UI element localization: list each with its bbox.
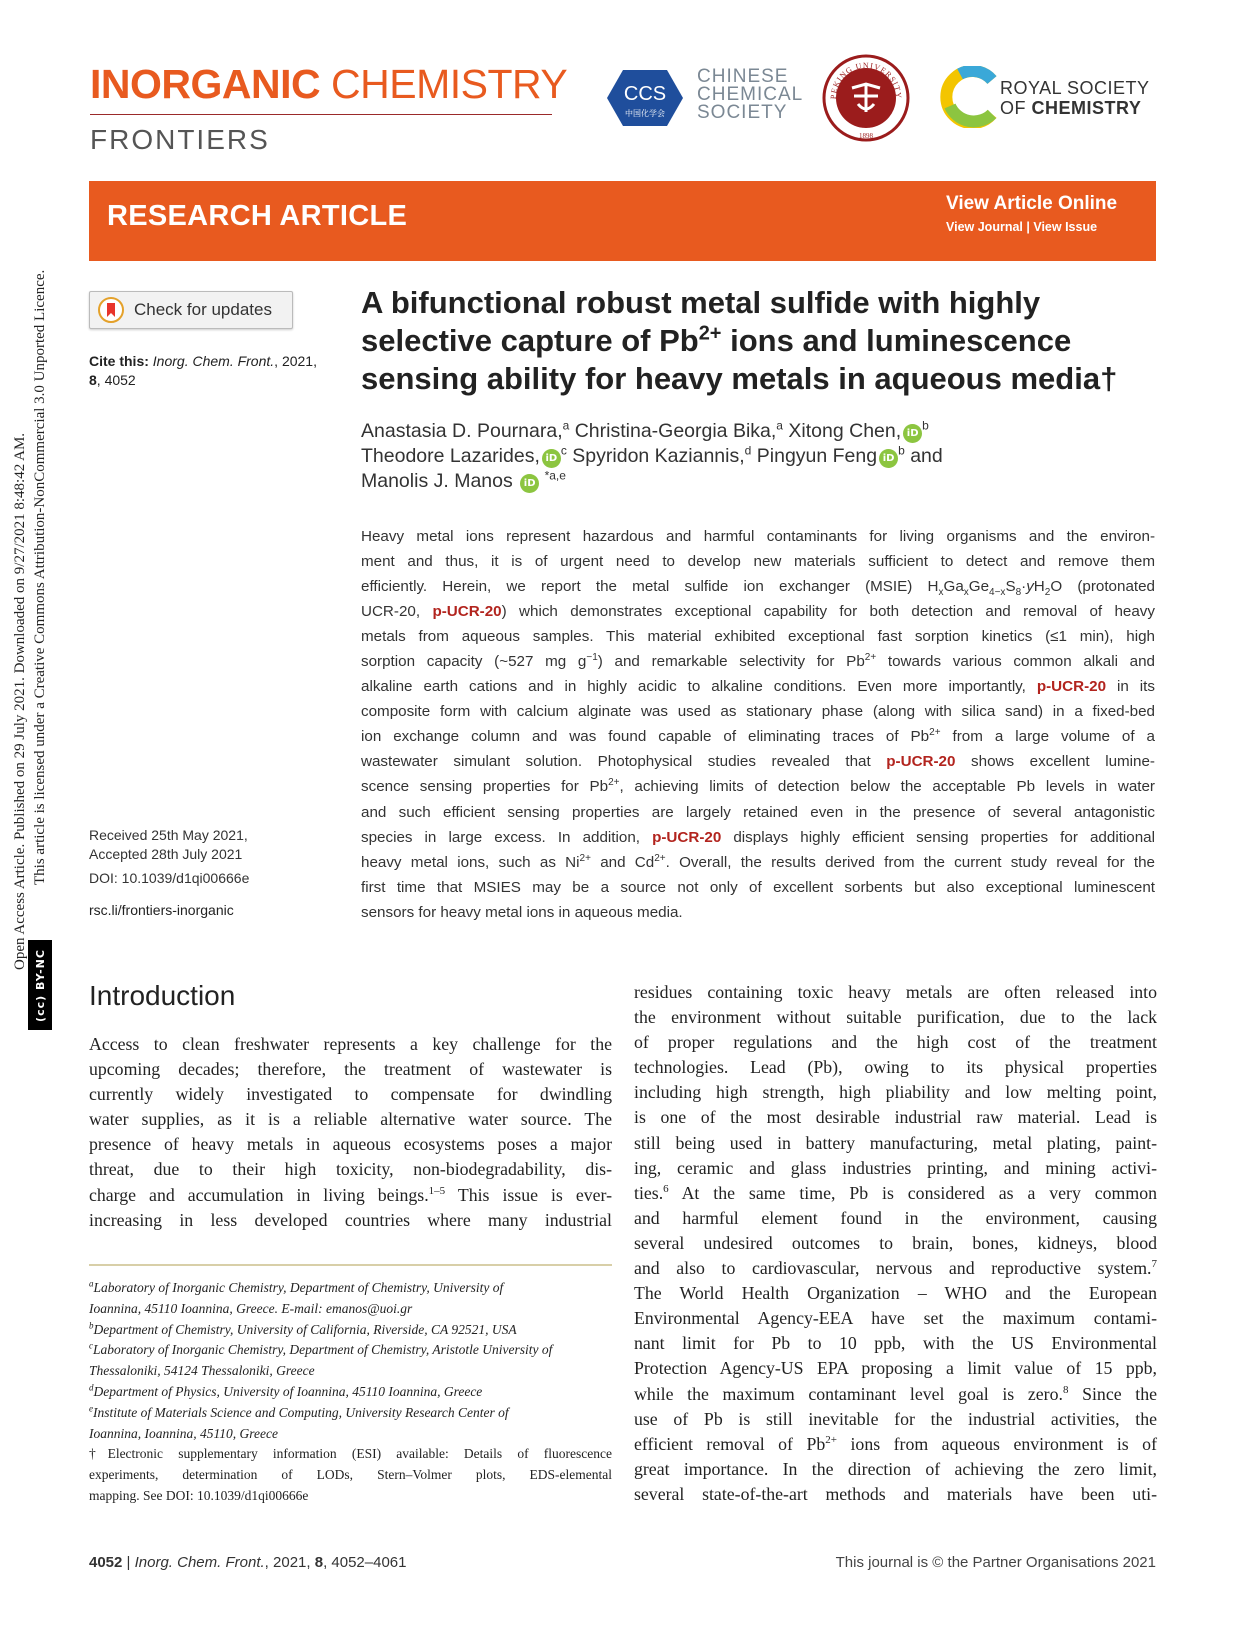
footer-pages: , 4052–4061 bbox=[323, 1554, 407, 1571]
title-line bbox=[361, 322, 1161, 360]
citation-ref[interactable]: 6 bbox=[663, 1182, 669, 1195]
body-line: use of Pb is still inevitable for the industrial activities, the bbox=[634, 1408, 1157, 1429]
title-text: ions and luminescence bbox=[721, 323, 1072, 358]
view-issue-link[interactable]: View Issue bbox=[1033, 220, 1098, 234]
abstract-text: sorption capacity (~527 mg g bbox=[361, 653, 587, 671]
sub: x bbox=[963, 587, 969, 599]
cite-journal: Inorg. Chem. Front. bbox=[152, 353, 275, 369]
cc-badge-label: (cc) BY-NC bbox=[33, 948, 47, 1022]
citation-ref[interactable]: 8 bbox=[1062, 1383, 1069, 1396]
affil-mark: a bbox=[89, 1278, 94, 1289]
author: Spyridon Kaziannis, bbox=[566, 445, 745, 467]
footnote-text: Department of Chemistry, University of California, Riverside, CA 92521, USA bbox=[93, 1321, 517, 1337]
abstract-text: from a large volume of a bbox=[940, 728, 1156, 746]
ccs-logo-icon bbox=[605, 68, 685, 128]
rsc-name-line1: ROYAL SOCIETY bbox=[1000, 78, 1150, 98]
ccs-logo-cn: 中国化学会 bbox=[625, 109, 665, 118]
journal-link[interactable]: rsc.li/frontiers-inorganic bbox=[89, 902, 234, 918]
affil-mark: b bbox=[898, 443, 905, 458]
abstract-text: . Overall, the results derived from the current study reveal for the bbox=[665, 853, 1156, 871]
author-line bbox=[361, 469, 1161, 494]
affil-mark: c bbox=[89, 1340, 93, 1351]
orcid-icon[interactable]: iD bbox=[542, 449, 561, 468]
abstract-line: first time that MSIES may be a source not only of excellent sorbents but also exceptional luminescent bbox=[361, 878, 1155, 896]
ccs-name-line: SOCIETY bbox=[697, 102, 788, 123]
author: Theodore Lazarides, bbox=[361, 445, 540, 467]
cite-year: , 2021, bbox=[274, 353, 317, 369]
orcid-icon[interactable]: iD bbox=[879, 449, 898, 468]
body-line: Access to clean freshwater represents a key challenge for the bbox=[89, 1034, 612, 1054]
author: Xitong Chen, bbox=[782, 420, 902, 442]
esi-note: †Electronic supplementary information (ESI) available: Details of fluorescence bbox=[89, 1446, 612, 1462]
abstract-text: UCR-20, bbox=[361, 603, 433, 621]
cc-license-badge[interactable] bbox=[28, 940, 52, 1030]
article-title bbox=[361, 284, 1161, 398]
abstract-line: composite form with calcium alginate was used as stationary phase (along with silica sand) in a fixed-bed bbox=[361, 703, 1155, 721]
abstract-line bbox=[361, 649, 1155, 674]
abstract-line bbox=[361, 749, 1155, 774]
body-line: nant limit for Pb to 10 ppb, with the US Environmental bbox=[634, 1333, 1157, 1354]
body-line: currently widely investigated to compensate for dwindling bbox=[89, 1084, 612, 1105]
footnote-line bbox=[89, 1278, 612, 1299]
view-article-online-link[interactable]: View Article Online bbox=[946, 193, 1118, 214]
section-heading: Introduction bbox=[89, 980, 236, 1011]
footnote-line bbox=[89, 1403, 612, 1424]
footnote-text: Institute of Materials Science and Computing, University Research Center of bbox=[93, 1404, 509, 1420]
title-line: A bifunctional robust metal sulfide with highly bbox=[361, 285, 1041, 320]
abstract-text: · bbox=[1021, 578, 1027, 596]
sup: −1 bbox=[586, 652, 598, 664]
rsc-name-line2 bbox=[1000, 98, 1150, 118]
banner-link-separator: | bbox=[1022, 220, 1034, 234]
article-type: RESEARCH ARTICLE bbox=[107, 200, 408, 232]
body-text: Since the bbox=[1068, 1383, 1157, 1404]
abstract-text: S bbox=[1005, 578, 1016, 596]
pku-seal-year: 1898 bbox=[859, 132, 873, 140]
body-line bbox=[89, 1183, 612, 1208]
page-footer-left bbox=[89, 1554, 406, 1571]
compound-name: p-UCR-20 bbox=[432, 603, 502, 621]
body-line bbox=[634, 1256, 1157, 1281]
body-line: including high strength, high pliability and low melting point, bbox=[634, 1082, 1157, 1103]
body-line: still being used in battery manufacturing, metal plating, paint- bbox=[634, 1132, 1157, 1153]
rsc-chemistry: CHEMISTRY bbox=[1031, 98, 1142, 118]
body-text: and also to cardiovascular, nervous and reproductive system. bbox=[634, 1258, 1152, 1279]
cite-label: Cite this: bbox=[89, 353, 149, 369]
body-line: technologies. Lead (Pb), owing to its physical properties bbox=[634, 1057, 1157, 1078]
body-text: charge and accumulation in living beings. bbox=[89, 1184, 429, 1205]
abstract-text: H bbox=[1033, 578, 1045, 596]
citation-ref[interactable]: 7 bbox=[1151, 1258, 1157, 1271]
affil-mark: a bbox=[562, 418, 570, 433]
sup: 2+ bbox=[825, 1433, 837, 1446]
abstract-text: heavy metal ions, such as Ni bbox=[361, 853, 580, 871]
bookmark-icon bbox=[98, 297, 124, 323]
ccs-name bbox=[697, 68, 803, 122]
body-line: is one of the most desirable industrial raw material. Lead is bbox=[634, 1107, 1157, 1128]
abstract-text: ion exchange column and was found capable of eliminating traces of Pb bbox=[361, 728, 930, 746]
ccs-name-line: CHEMICAL bbox=[697, 84, 804, 105]
abstract bbox=[361, 524, 1155, 925]
body-line: several undesired outcomes to brain, bones, kidneys, blood bbox=[634, 1232, 1157, 1253]
abstract-line bbox=[361, 774, 1155, 799]
sub: x bbox=[938, 587, 944, 599]
body-text: efficient removal of Pb bbox=[634, 1433, 826, 1454]
author: Christina-Georgia Bika, bbox=[569, 420, 777, 442]
abstract-line bbox=[361, 599, 1155, 624]
title-text: selective capture of Pb bbox=[361, 323, 699, 358]
body-column-right bbox=[634, 980, 1157, 1507]
abstract-text: Ge bbox=[968, 578, 990, 596]
body-line: the environment without suitable purification, due to the lack bbox=[634, 1007, 1157, 1028]
body-line bbox=[634, 1181, 1157, 1206]
title-sup: 2+ bbox=[698, 322, 722, 345]
doi[interactable]: DOI: 10.1039/d1qi00666e bbox=[89, 870, 250, 886]
body-line: Environmental Agency-EEA have set the maximum contami- bbox=[634, 1308, 1157, 1329]
abstract-text: species in large excess. In addition, bbox=[361, 828, 653, 846]
abstract-line bbox=[361, 850, 1155, 875]
journal-title-rule bbox=[90, 114, 552, 115]
body-line: residues containing toxic heavy metals are often released into bbox=[634, 982, 1157, 1002]
abstract-text: Ga bbox=[943, 578, 964, 596]
abstract-line bbox=[361, 574, 1155, 599]
footnote-divider bbox=[89, 1264, 612, 1266]
abstract-line: Heavy metal ions represent hazardous and harmful contaminants for living organisms and the environ- bbox=[361, 528, 1155, 545]
footer-volume: 8 bbox=[314, 1554, 324, 1571]
footer-journal: Inorg. Chem. Front. bbox=[134, 1554, 265, 1571]
check-for-updates-button[interactable] bbox=[89, 291, 293, 329]
author-line bbox=[361, 419, 1161, 444]
affil-mark: b bbox=[89, 1320, 94, 1331]
orcid-icon[interactable]: iD bbox=[520, 474, 539, 493]
body-line bbox=[634, 1382, 1157, 1407]
pku-seal-icon bbox=[822, 54, 910, 142]
abstract-text: ) and remarkable selectivity for Pb bbox=[597, 653, 865, 671]
abstract-text: displays highly efficient sensing properties for additional bbox=[721, 828, 1155, 846]
footnote-line bbox=[89, 1320, 612, 1341]
sub: 4−x bbox=[989, 587, 1006, 599]
author: Manolis J. Manos bbox=[361, 470, 513, 492]
received-date: Received 25th May 2021, bbox=[89, 827, 248, 843]
check-for-updates-label: Check for updates bbox=[134, 300, 272, 319]
abstract-line bbox=[361, 724, 1155, 749]
view-journal-link[interactable]: View Journal bbox=[946, 220, 1023, 234]
abstract-text: efficiently. Herein, we report the metal sulfide ion exchanger (MSIE) H bbox=[361, 578, 939, 596]
citation-ref[interactable]: 1–5 bbox=[428, 1184, 446, 1197]
abstract-line: ment and thus, it is of urgent need to develop new materials sufficient to detect and remove them bbox=[361, 553, 1155, 571]
orcid-icon[interactable]: iD bbox=[903, 424, 922, 443]
body-line: ing, ceramic and glass industries printing, and mining activi- bbox=[634, 1157, 1157, 1178]
footer-sep: | bbox=[122, 1554, 135, 1571]
abstract-text: , achieving limits of detection below the acceptable Pb levels in water bbox=[619, 778, 1155, 796]
cite-volume: 8 bbox=[89, 372, 97, 388]
sup: 2+ bbox=[864, 652, 877, 664]
copyright: This journal is © the Partner Organisations 2021 bbox=[835, 1554, 1156, 1571]
abstract-text: shows excellent lumine- bbox=[955, 753, 1155, 771]
author-and: and bbox=[904, 445, 943, 467]
abstract-text: towards various common alkali and bbox=[876, 653, 1155, 671]
body-line: several state-of-the-art methods and materials have been uti- bbox=[634, 1483, 1157, 1504]
title-line: sensing ability for heavy metals in aqueous media† bbox=[361, 361, 1118, 396]
compound-name: p-UCR-20 bbox=[1036, 678, 1107, 696]
sup: 2+ bbox=[608, 777, 620, 789]
affil-mark: a bbox=[776, 418, 783, 433]
abstract-line: and such efficient sensing properties are largely retained even in the presence of several antagonistic bbox=[361, 803, 1155, 821]
body-line: increasing in less developed countries where many industrial bbox=[89, 1209, 612, 1230]
citation bbox=[89, 352, 339, 390]
author: Pingyun Feng bbox=[751, 445, 878, 467]
banner-links bbox=[946, 220, 1097, 234]
footnotes bbox=[89, 1278, 612, 1507]
abstract-text: y bbox=[1026, 578, 1034, 596]
body-text: ties. bbox=[634, 1182, 664, 1203]
footnote-line bbox=[89, 1382, 612, 1403]
body-text: ions from aqueous environment is of bbox=[836, 1433, 1157, 1454]
journal-subtitle: FRONTIERS bbox=[90, 124, 270, 155]
affil-mark: d bbox=[744, 443, 752, 458]
abstract-text: ) which demonstrates exceptional capability for both detection and removal of heavy bbox=[501, 603, 1155, 621]
body-text: This issue is ever- bbox=[445, 1184, 613, 1205]
affil-mark: c bbox=[560, 443, 567, 458]
body-line: of proper regulations and the high cost of the treatment bbox=[634, 1032, 1157, 1053]
footnote-text: Laboratory of Inorganic Chemistry, Department of Chemistry, Aristotle University of bbox=[93, 1342, 553, 1358]
sup: 2+ bbox=[579, 852, 591, 864]
abstract-text: O (protonated bbox=[1050, 578, 1155, 596]
page-number: 4052 bbox=[89, 1554, 123, 1571]
abstract-text: alkaline earth cations and in highly acidic to alkaline conditions. Even more importantly, bbox=[361, 678, 1037, 696]
body-line: water supplies, as it is a reliable alternative water source. The bbox=[89, 1109, 612, 1130]
footnote-line: Ioannina, Ioannina, 45110, Greece bbox=[89, 1425, 278, 1441]
ccs-logo-abbrev: CCS bbox=[623, 83, 667, 105]
abstract-line: metals from aqueous samples. This material exhibited exceptional fast sorption kinetics (≤1 min), high bbox=[361, 628, 1155, 646]
sub: 8 bbox=[1015, 587, 1022, 599]
affil-mark: d bbox=[89, 1382, 94, 1393]
author-list bbox=[361, 419, 1161, 494]
sup: 2+ bbox=[929, 727, 941, 739]
affil-mark: *a,e bbox=[544, 468, 566, 483]
author-line bbox=[361, 444, 1161, 469]
compound-name: p-UCR-20 bbox=[886, 753, 956, 771]
compound-name: p-UCR-20 bbox=[652, 828, 722, 846]
footnote-line: Ioannina, 45110 Ioannina, Greece. E-mail: emanos@uoi.gr bbox=[89, 1300, 413, 1316]
rsc-logo-icon bbox=[940, 66, 1000, 128]
accepted-date: Accepted 28th July 2021 bbox=[89, 846, 243, 862]
abstract-line bbox=[361, 674, 1155, 699]
affil-mark: e bbox=[89, 1403, 93, 1414]
journal-title-bold: INORGANIC bbox=[90, 61, 321, 107]
footer-year: , 2021, bbox=[264, 1554, 315, 1571]
abstract-text: and Cd bbox=[590, 853, 655, 871]
affil-mark: b bbox=[922, 418, 929, 433]
esi-note[interactable]: mapping. See DOI: 10.1039/d1qi00666e bbox=[89, 1487, 309, 1503]
abstract-text: wastewater simulant solution. Photophysical studies revealed that bbox=[361, 753, 887, 771]
body-line: upcoming decades; therefore, the treatment of wastewater is bbox=[89, 1059, 612, 1080]
footnote-line: Thessaloniki, 54124 Thessaloniki, Greece bbox=[89, 1363, 315, 1379]
rsc-name bbox=[1000, 78, 1150, 118]
sub: 2 bbox=[1044, 587, 1051, 599]
body-text: while the maximum contaminant level goal is zero. bbox=[634, 1383, 1063, 1404]
body-line: and harmful element found in the environment, causing bbox=[634, 1207, 1157, 1228]
pku-seal-ring-text: PEKING UNIVERSITY bbox=[828, 60, 904, 100]
open-access-notice: Open Access Article. Published on 29 July 2021. Downloaded on 9/27/2021 8:48:42 AM. bbox=[12, 432, 28, 970]
body-line: The World Health Organization – WHO and the European bbox=[634, 1283, 1157, 1304]
body-line: presence of heavy metals in aqueous ecosystems poses a major bbox=[89, 1134, 612, 1155]
abstract-text: scence sensing properties for Pb bbox=[361, 778, 609, 796]
footnote-text: Laboratory of Inorganic Chemistry, Department of Chemistry, University of bbox=[93, 1280, 504, 1295]
sup: 2+ bbox=[654, 852, 666, 864]
body-text: At the same time, Pb is considered as a very common bbox=[668, 1182, 1157, 1203]
cite-page: , 4052 bbox=[96, 372, 136, 388]
esi-note: experiments, determination of LODs, Stern–Volmer plots, EDS-elemental bbox=[89, 1467, 612, 1483]
footnote-line bbox=[89, 1340, 612, 1361]
body-line: great importance. In the direction of achieving the zero limit, bbox=[634, 1458, 1157, 1479]
footnote-text: Department of Physics, University of Ioannina, 45110 Ioannina, Greece bbox=[93, 1383, 483, 1399]
body-column-left bbox=[89, 1032, 612, 1233]
journal-title bbox=[90, 61, 568, 107]
abstract-line bbox=[361, 825, 1155, 850]
body-line: Protection Agency-US EPA proposing a limit value of 15 ppb, bbox=[634, 1358, 1157, 1379]
journal-title-light: CHEMISTRY bbox=[331, 61, 568, 107]
author: Anastasia D. Pournara, bbox=[361, 420, 563, 442]
rsc-of: OF bbox=[1000, 98, 1032, 118]
publication-dates bbox=[89, 826, 329, 864]
body-line bbox=[634, 1432, 1157, 1457]
abstract-line: sensors for heavy metal ions in aqueous media. bbox=[361, 903, 683, 921]
body-line: threat, due to their high toxicity, non-biodegradability, dis- bbox=[89, 1159, 612, 1180]
abstract-text: in its bbox=[1106, 678, 1155, 696]
licence-notice[interactable]: This article is licensed under a Creative Commons Attribution-NonCommercial 3.0 Unported Licence. bbox=[32, 269, 48, 885]
ccs-name-line: CHINESE bbox=[697, 66, 789, 87]
